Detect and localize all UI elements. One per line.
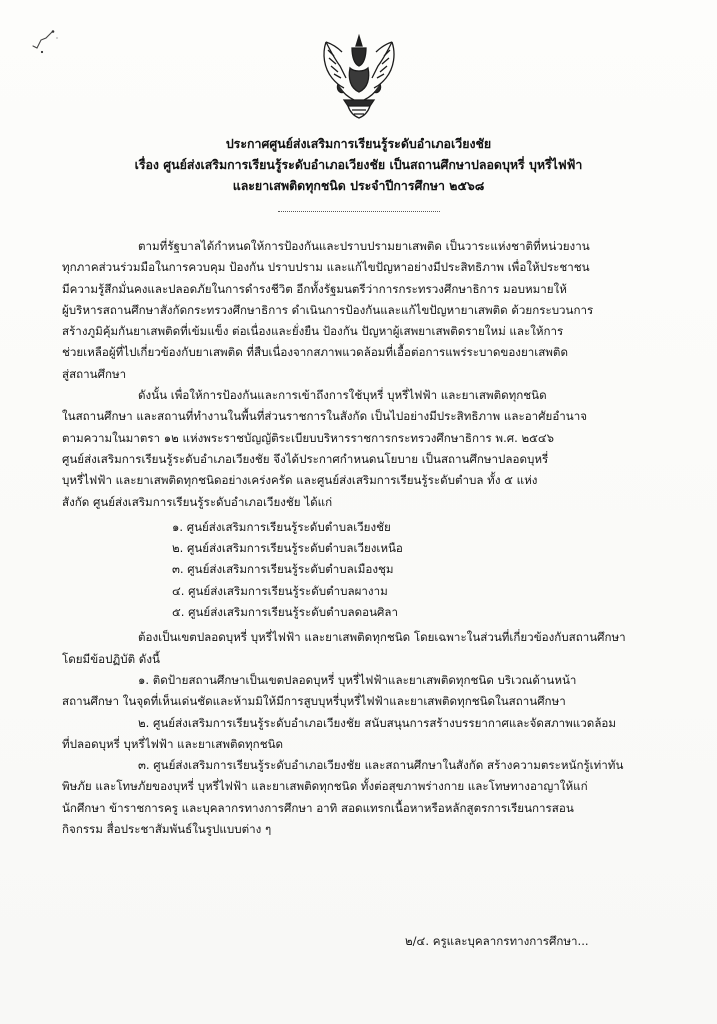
header-divider <box>278 211 440 212</box>
list-item: ๕. ศูนย์ส่งเสริมการเรียนรู้ระดับตำบลดอนศิลา <box>172 605 398 620</box>
rule-line: สถานศึกษา ในจุดที่เห็นเด่นชัดและห้ามมิให้มีการสูบบุหรี่บุหรี่ไฟฟ้าและยาเสพติดทุกชนิดในสถานศึกษา <box>62 694 566 709</box>
paragraph-line: ตามที่รัฐบาลได้กำหนดให้การป้องกันและปราบปรามยาเสพติด เป็นวาระแห่งชาติที่หน่วยงาน <box>138 239 590 253</box>
paragraph-line: ผู้บริหารสถานศึกษาสังกัดกระทรวงศึกษาธิการ ดำเนินการป้องกันและแก้ไขปัญหายาเสพติด ด้วยกระบวนการ <box>62 302 594 317</box>
paragraph-line: ในสถานศึกษา และสถานที่ทำงานในพื้นที่ส่วนราชการในสังกัด เป็นไปอย่างมีประสิทธิภาพ และอาศัยอำนาจ <box>62 409 588 424</box>
rule-line: ๒. ศูนย์ส่งเสริมการเรียนรู้ระดับอำเภอเวียงชัย สนับสนุนการสร้างบรรยากาศและจัดสภาพแวดล้อม <box>138 715 617 730</box>
list-item: ๔. ศูนย์ส่งเสริมการเรียนรู้ระดับตำบลผางาม <box>172 583 388 598</box>
document-body <box>62 236 670 840</box>
garuda-emblem-icon <box>318 28 400 120</box>
rule-line: นักศึกษา ข้าราชการครู และบุคลากรทางการศึกษา อาทิ สอดแทรกเนื้อหาหรือหลักสูตรการเรียนการสอน <box>62 800 574 815</box>
rule-line: ๑. ติดป้ายสถานศึกษาเป็นเขตปลอดบุหรี่ บุหรี่ไฟฟ้าและยาเสพติดทุกชนิด บริเวณด้านหน้า <box>138 672 577 687</box>
center-list <box>62 517 670 623</box>
rule-3 <box>62 755 670 840</box>
rule-line: พิษภัย และโทษภัยของบุหรี่ บุหรี่ไฟฟ้า และยาเสพติดทุกชนิด ทั้งต่อสุขภาพร่างกาย และโทษทางอาญาให้แก่ <box>62 779 588 794</box>
paragraph-background <box>62 236 670 385</box>
paragraph-line: ต้องเป็นเขตปลอดบุหรี่ บุหรี่ไฟฟ้า และยาเสพติดทุกชนิด โดยเฉพาะในส่วนที่เกี่ยวข้องกับสถานศึกษา <box>138 630 626 645</box>
list-item: ๓. ศูนย์ส่งเสริมการเรียนรู้ระดับตำบลเมืองชุม <box>172 562 394 577</box>
subject-title: เรื่อง ศูนย์ส่งเสริมการเรียนรู้ระดับอำเภอเวียงชัย เป็นสถานศึกษาปลอดบุหรี่ บุหรี่ไฟฟ้า <box>134 157 583 172</box>
paragraph-line: ตามความในมาตรา ๑๒ แห่งพระราชบัญญัติระเบียบบริหารราชการกระทรวงศึกษาธิการ พ.ศ. ๒๕๔๖ <box>62 430 555 445</box>
subject-title-continued: และยาเสพติดทุกชนิด ประจำปีการศึกษา ๒๕๖๘ <box>232 178 485 193</box>
rule-1 <box>62 670 670 713</box>
rule-line: ที่ปลอดบุหรี่ บุหรี่ไฟฟ้า และยาเสพติดทุกชนิด <box>62 736 284 751</box>
list-item: ๒. ศูนย์ส่งเสริมการเรียนรู้ระดับตำบลเวียงเหนือ <box>172 541 403 556</box>
rule-line: กิจกรรม สื่อประชาสัมพันธ์ในรูปแบบต่าง ๆ <box>62 822 272 837</box>
announcement-header <box>0 133 717 196</box>
handwritten-mark-icon <box>30 28 60 56</box>
list-item: ๑. ศูนย์ส่งเสริมการเรียนรู้ระดับตำบลเวียงชัย <box>172 519 391 534</box>
paragraph-line: มีความรู้สึกมั่นคงและปลอดภัยในการดำรงชีวิต อีกทั้งรัฐมนตรีว่าการกระทรวงศึกษาธิการ มอบหมายให้ <box>62 281 567 296</box>
paragraph-line: สังกัด ศูนย์ส่งเสริมการเรียนรู้ระดับอำเภอเวียงชัย ได้แก่ <box>62 494 333 509</box>
paragraph-line: ช่วยเหลือผู้ที่ไปเกี่ยวข้องกับยาเสพติด ที่สืบเนื่องจากสภาพแวดล้อมที่เอื้อต่อการแพร่ระบาดของยาเสพติด <box>62 345 568 360</box>
paragraph-requirements <box>62 627 670 670</box>
paragraph-policy <box>62 385 670 513</box>
continuation-note: ๒/๔. ครูและบุคลากรทางการศึกษา... <box>405 934 589 948</box>
paragraph-line: ศูนย์ส่งเสริมการเรียนรู้ระดับอำเภอเวียงชัย จึงได้ประกาศกำหนดนโยบาย เป็นสถานศึกษาปลอดบุหรี่ <box>62 451 549 466</box>
paragraph-line: ดังนั้น เพื่อให้การป้องกันและการเข้าถึงการใช้บุหรี่ บุหรี่ไฟฟ้า และยาเสพติดทุกชนิด <box>138 388 547 403</box>
paragraph-line: บุหรี่ไฟฟ้า และยาเสพติดทุกชนิดอย่างเคร่งครัด และศูนย์ส่งเสริมการเรียนรู้ระดับตำบล ทั้ง ๕ แห่ง <box>62 473 538 488</box>
issuer-title: ประกาศศูนย์ส่งเสริมการเรียนรู้ระดับอำเภอเวียงชัย <box>225 136 492 151</box>
rule-line: ๓. ศูนย์ส่งเสริมการเรียนรู้ระดับอำเภอเวียงชัย และสถานศึกษาในสังกัด สร้างความตระหนักรู้เท่าทัน <box>138 758 624 773</box>
paragraph-line: โดยมีข้อปฏิบัติ ดังนี้ <box>62 651 160 666</box>
paragraph-line: สร้างภูมิคุ้มกันยาเสพติดที่เข้มแข็ง ต่อเนื่องและยั่งยืน ป้องกัน ปัญหาผู้เสพยาเสพติดรายใหม่ และให้การ <box>62 324 564 339</box>
paragraph-line: สู่สถานศึกษา <box>62 366 127 381</box>
paragraph-line: ทุกภาคส่วนร่วมมือในการควบคุม ป้องกัน ปราบปราม และแก้ไขปัญหาอย่างมีประสิทธิภาพ เพื่อให้ประชาชน <box>62 260 590 275</box>
rule-2 <box>62 713 670 756</box>
